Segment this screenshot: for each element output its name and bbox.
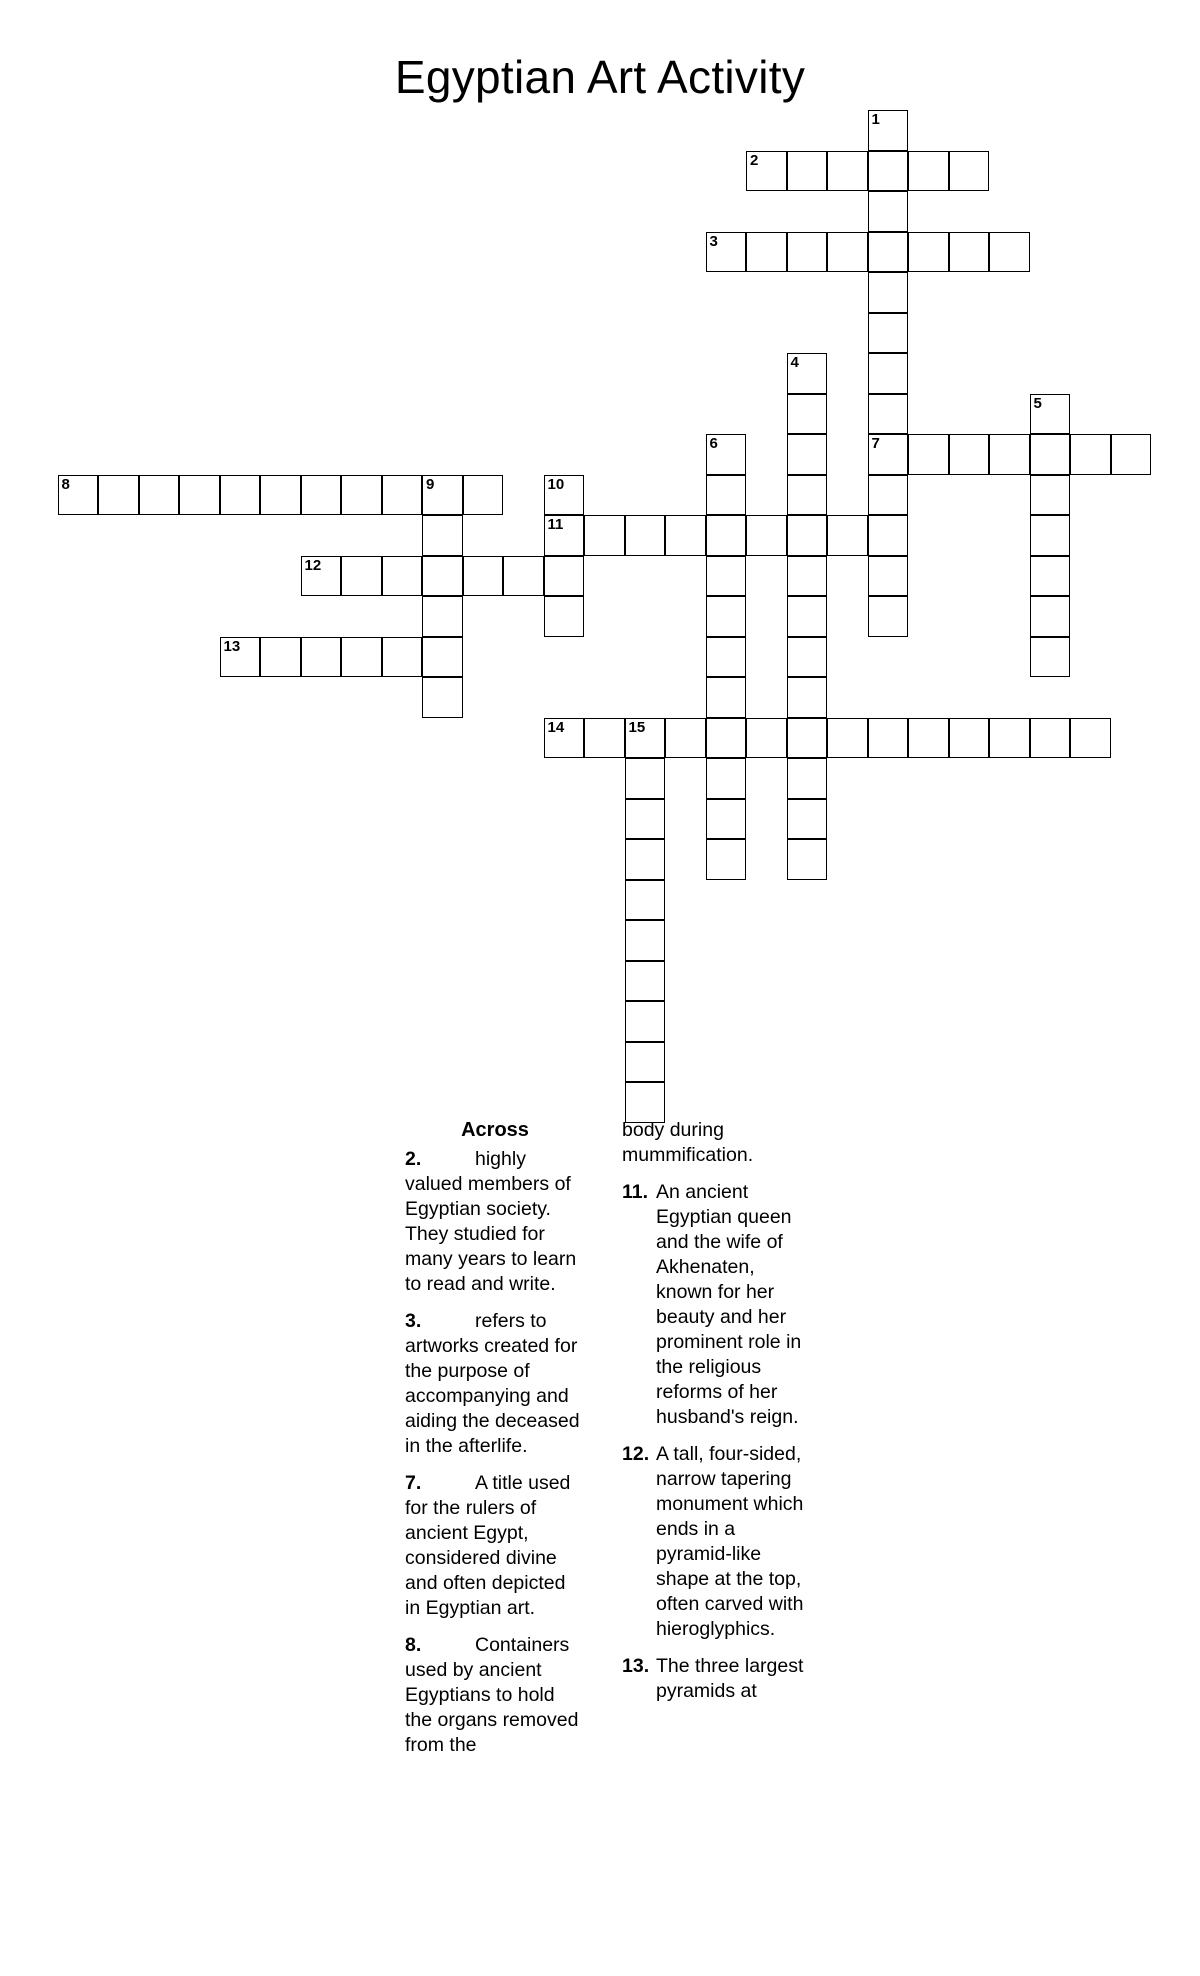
- grid-cell[interactable]: [1070, 434, 1111, 475]
- grid-cell[interactable]: [260, 637, 301, 678]
- across-clue: [405, 1309, 585, 1459]
- grid-cell[interactable]: [179, 475, 220, 516]
- grid-cell[interactable]: [908, 718, 949, 759]
- grid-cell[interactable]: [665, 718, 706, 759]
- grid-cell[interactable]: [625, 1082, 666, 1123]
- grid-cell[interactable]: [706, 596, 747, 637]
- grid-cell[interactable]: [706, 515, 747, 556]
- grid-cell[interactable]: [1030, 556, 1071, 597]
- grid-cell[interactable]: [341, 475, 382, 516]
- clue-text: refers to artworks created for the purpose of accompanying and aiding the deceased in the afterlife.: [405, 1310, 580, 1457]
- clue-number: 4: [790, 354, 799, 371]
- grid-cell[interactable]: [908, 232, 949, 273]
- page-title: Egyptian Art Activity: [394, 51, 806, 103]
- clue-text: highly valued members of Egyptian society. They studied for many years to learn to read and write.: [405, 1148, 577, 1295]
- grid-cell[interactable]: [584, 718, 625, 759]
- clue-number: 12: [304, 556, 322, 574]
- grid-cell[interactable]: [301, 556, 342, 597]
- grid-cell[interactable]: [787, 232, 828, 273]
- clue-number: 8: [61, 475, 70, 493]
- grid-cell[interactable]: [787, 151, 828, 192]
- grid-cell[interactable]: [422, 677, 463, 718]
- clue-number: 3: [709, 232, 718, 250]
- grid-cell[interactable]: [787, 596, 828, 637]
- grid-cell[interactable]: [665, 515, 706, 556]
- grid-cell[interactable]: [706, 677, 747, 718]
- clue-number: 1: [871, 111, 880, 128]
- clues-column-left: [405, 1118, 585, 1770]
- grid-cell[interactable]: [868, 394, 909, 435]
- clue-label: 12.: [622, 1443, 650, 1465]
- grid-cell[interactable]: [544, 515, 585, 556]
- grid-cell[interactable]: [827, 232, 868, 273]
- clue-number: 2: [750, 151, 759, 169]
- grid-cell[interactable]: [422, 637, 463, 678]
- grid-cell[interactable]: [625, 799, 666, 840]
- grid-cell[interactable]: [1030, 434, 1071, 475]
- grid-cell[interactable]: [706, 556, 747, 597]
- grid-cell[interactable]: [949, 232, 990, 273]
- grid-cell[interactable]: [706, 637, 747, 678]
- grid-cell[interactable]: [382, 556, 423, 597]
- grid-cell[interactable]: [1030, 718, 1071, 759]
- grid-cell[interactable]: [625, 1001, 666, 1042]
- clue-number: 6: [709, 435, 718, 452]
- clue-text: An ancient Egyptian queen and the wife of Akhenaten, known for her beauty and her prominent role in the religious reforms of her husband's reign.: [656, 1181, 802, 1428]
- clue-text: The three largest pyramids at: [656, 1655, 804, 1702]
- clue-label: 13.: [622, 1655, 650, 1677]
- grid-cell[interactable]: [625, 1042, 666, 1083]
- clue-number: 15: [628, 718, 646, 736]
- grid-cell[interactable]: [422, 475, 463, 516]
- grid-cell[interactable]: [868, 718, 909, 759]
- grid-cell[interactable]: [1030, 515, 1071, 556]
- grid-cell[interactable]: [787, 394, 828, 435]
- grid-cell[interactable]: [949, 718, 990, 759]
- grid-cell[interactable]: [787, 799, 828, 840]
- grid-cell[interactable]: [301, 637, 342, 678]
- grid-cell[interactable]: [706, 718, 747, 759]
- grid-cell[interactable]: [787, 475, 828, 516]
- grid-cell[interactable]: [787, 677, 828, 718]
- grid-cell[interactable]: [787, 353, 828, 394]
- clue-text: Containers used by ancient Egyptians to hold the organs removed from the: [405, 1634, 579, 1756]
- grid-cell[interactable]: [382, 475, 423, 516]
- grid-cell[interactable]: [908, 151, 949, 192]
- grid-cell[interactable]: [463, 556, 504, 597]
- grid-cell[interactable]: [706, 799, 747, 840]
- clue-number: 7: [871, 435, 880, 452]
- grid-cell[interactable]: [868, 272, 909, 313]
- grid-cell[interactable]: [98, 475, 139, 516]
- clue-text: A title used for the rulers of ancient Egypt, considered divine and often depicted in Egyptian art.: [405, 1472, 571, 1619]
- across-clue: [405, 1633, 585, 1758]
- grid-cell[interactable]: [341, 637, 382, 678]
- clue-label: 7.: [405, 1472, 422, 1494]
- across-heading: Across: [461, 1119, 529, 1141]
- grid-cell[interactable]: [827, 515, 868, 556]
- clue-number: 5: [1033, 394, 1042, 412]
- grid-cell[interactable]: [422, 596, 463, 637]
- across-clue: [622, 1442, 810, 1642]
- grid-cell[interactable]: [868, 313, 909, 354]
- grid-cell[interactable]: [625, 839, 666, 880]
- grid-cell[interactable]: [746, 232, 787, 273]
- grid-cell[interactable]: [787, 556, 828, 597]
- grid-cell[interactable]: [1030, 475, 1071, 516]
- grid-cell[interactable]: [868, 151, 909, 192]
- grid-cell[interactable]: [463, 475, 504, 516]
- grid-cell[interactable]: [1030, 637, 1071, 678]
- grid-cell[interactable]: [625, 920, 666, 961]
- grid-cell[interactable]: [139, 475, 180, 516]
- grid-cell[interactable]: [706, 232, 747, 273]
- grid-cell[interactable]: [544, 596, 585, 637]
- grid-cell[interactable]: [989, 718, 1030, 759]
- clue-label: 8.: [405, 1634, 422, 1656]
- grid-cell[interactable]: [989, 232, 1030, 273]
- grid-cell[interactable]: [1070, 718, 1111, 759]
- grid-cell[interactable]: [584, 515, 625, 556]
- grid-cell[interactable]: [868, 475, 909, 516]
- grid-cell[interactable]: [382, 637, 423, 678]
- grid-cell[interactable]: [787, 718, 828, 759]
- grid-cell[interactable]: [260, 475, 301, 516]
- grid-cell[interactable]: [706, 434, 747, 475]
- grid-cell[interactable]: [1030, 596, 1071, 637]
- grid-cell[interactable]: [625, 758, 666, 799]
- grid-cell[interactable]: [625, 515, 666, 556]
- clues-column-right: [622, 1118, 810, 1716]
- grid-cell[interactable]: [58, 475, 99, 516]
- grid-cell[interactable]: [220, 637, 261, 678]
- grid-cell[interactable]: [544, 718, 585, 759]
- grid-cell[interactable]: [746, 718, 787, 759]
- grid-cell[interactable]: [625, 880, 666, 921]
- grid-cell[interactable]: [746, 151, 787, 192]
- grid-cell[interactable]: [787, 758, 828, 799]
- grid-cell[interactable]: [301, 475, 342, 516]
- across-clue: [405, 1471, 585, 1621]
- grid-cell[interactable]: [827, 151, 868, 192]
- grid-cell[interactable]: [868, 110, 909, 151]
- grid-cell[interactable]: [503, 556, 544, 597]
- grid-cell[interactable]: [868, 596, 909, 637]
- grid-cell[interactable]: [544, 556, 585, 597]
- grid-cell[interactable]: [746, 515, 787, 556]
- grid-cell[interactable]: [625, 718, 666, 759]
- clue-number: 13: [223, 637, 241, 655]
- grid-cell[interactable]: [1030, 394, 1071, 435]
- grid-cell[interactable]: [868, 515, 909, 556]
- across-clue: [622, 1654, 810, 1704]
- clue-label: 2.: [405, 1148, 422, 1170]
- clue-number: 9: [426, 475, 435, 493]
- grid-cell[interactable]: [422, 556, 463, 597]
- grid-cell[interactable]: [544, 475, 585, 516]
- grid-cell[interactable]: [868, 232, 909, 273]
- grid-cell[interactable]: [787, 434, 828, 475]
- grid-cell[interactable]: [422, 515, 463, 556]
- grid-cell[interactable]: [949, 151, 990, 192]
- clue-text: A tall, four-sided, narrow tapering monument which ends in a pyramid-like shape at the top, often carved with hieroglyphics.: [656, 1443, 804, 1640]
- clue-label: 3.: [405, 1310, 422, 1332]
- grid-cell[interactable]: [989, 434, 1030, 475]
- grid-cell[interactable]: [787, 515, 828, 556]
- grid-cell[interactable]: [787, 839, 828, 880]
- clue-number: 14: [547, 718, 565, 736]
- grid-cell[interactable]: [868, 556, 909, 597]
- grid-cell[interactable]: [706, 839, 747, 880]
- across-clue: [622, 1180, 810, 1430]
- grid-cell[interactable]: [341, 556, 382, 597]
- grid-cell[interactable]: [706, 758, 747, 799]
- clue-8-continuation: body during mummification.: [622, 1119, 754, 1166]
- grid-cell[interactable]: [625, 961, 666, 1002]
- clue-number: 11: [547, 516, 564, 533]
- grid-cell[interactable]: [787, 637, 828, 678]
- grid-cell[interactable]: [868, 353, 909, 394]
- clue-number: 10: [547, 475, 565, 493]
- grid-cell[interactable]: [868, 191, 909, 232]
- across-clue: [405, 1147, 585, 1297]
- grid-cell[interactable]: [827, 718, 868, 759]
- grid-cell[interactable]: [949, 434, 990, 475]
- grid-cell[interactable]: [1111, 434, 1152, 475]
- clue-label: 11.: [622, 1181, 649, 1203]
- grid-cell[interactable]: [706, 475, 747, 516]
- grid-cell[interactable]: [220, 475, 261, 516]
- grid-cell[interactable]: [868, 434, 909, 475]
- grid-cell[interactable]: [908, 434, 949, 475]
